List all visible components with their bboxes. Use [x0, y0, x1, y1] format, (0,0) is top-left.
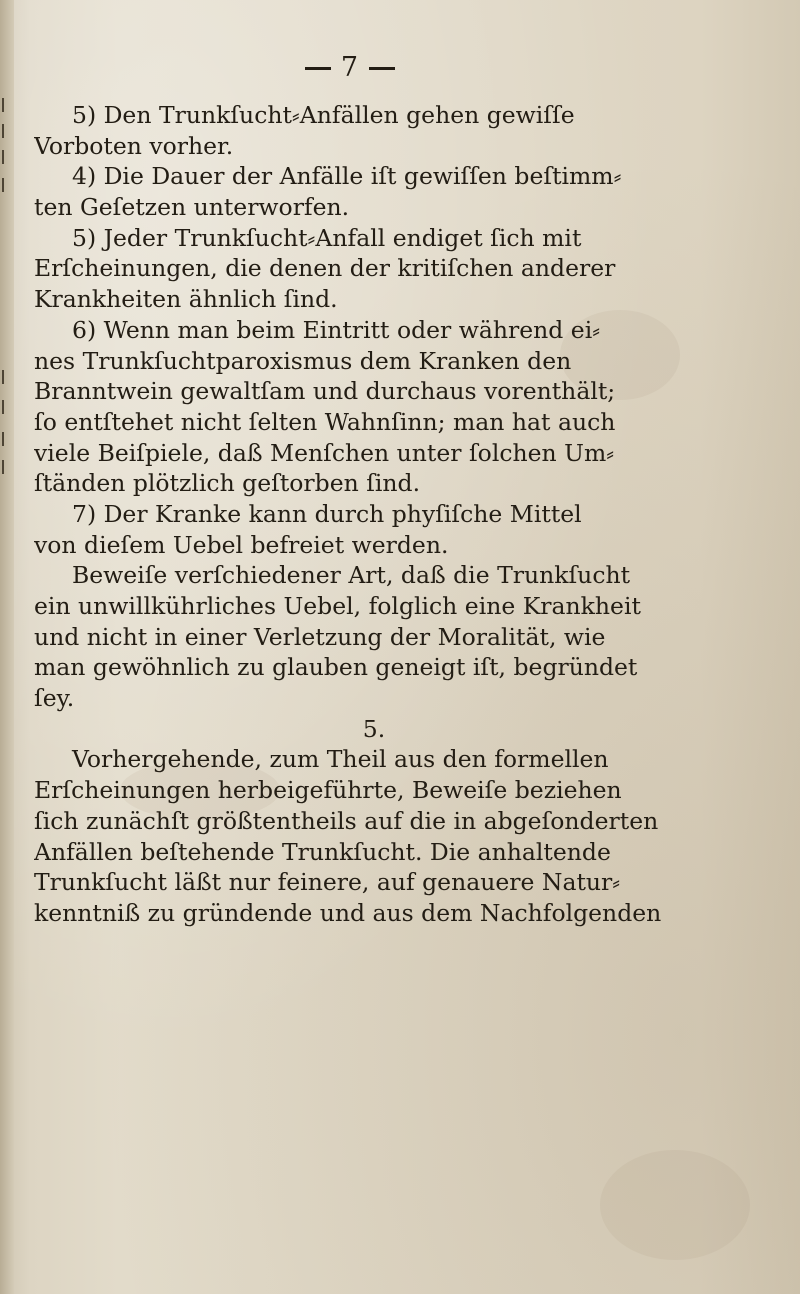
text-line: viele Beiſpiele, daß Menſchen unter ſolchen Um⸗	[34, 438, 615, 467]
binding-mark	[2, 98, 10, 112]
binding-mark	[2, 460, 10, 474]
binding-mark	[2, 400, 10, 414]
text-line: 7) Der Kranke kann durch phyſiſche Mittel	[72, 499, 582, 528]
binding-mark	[2, 432, 10, 446]
paper-stain	[600, 1150, 750, 1260]
text-line: Trunkſucht läßt nur feinere, auf genauere Natur⸗	[34, 868, 621, 897]
text-line: Krankheiten ähnlich ſind.	[34, 285, 338, 314]
text-line: ſo entſtehet nicht ſelten Wahnſinn; man hat auch	[34, 407, 616, 436]
text-line: 6) Wenn man beim Eintritt oder während ei⸗	[72, 315, 601, 344]
text-line: ten Geſetzen unterworfen.	[34, 193, 350, 222]
text-line: ſtänden plötzlich geſtorben ſind.	[34, 469, 421, 498]
text-line: und nicht in einer Verletzung der Moralität, wie	[34, 622, 606, 651]
text-line: Vorboten vorher.	[34, 131, 234, 160]
page-number-rule-left	[305, 67, 331, 70]
text-line: man gewöhnlich zu glauben geneigt iſt, begründet	[34, 653, 638, 682]
text-line: ſey.	[34, 684, 75, 713]
text-line: Vorhergehende, zum Theil aus den formellen	[72, 745, 609, 774]
text-line: 5) Jeder Trunkſucht⸗Anfall endiget ſich mit	[72, 223, 582, 252]
section-mark: 5.	[362, 714, 386, 743]
text-line: Anfällen beſtehende Trunkſucht. Die anhaltende	[34, 837, 611, 866]
text-line: ein unwillkührliches Uebel, folglich eine Krankheit	[34, 592, 641, 620]
text-line: 4) Die Dauer der Anfälle iſt gewiſſen beſtimm⸗	[72, 162, 622, 191]
binding-mark	[2, 370, 10, 384]
text-line: Erſcheinungen herbeigeführte, Beweiſe beziehen	[34, 776, 622, 805]
text-line: ſich zunächſt größtentheils auf die in abgeſonderten	[34, 806, 659, 835]
text-line: kenntniß zu gründende und aus dem Nachfolgenden	[34, 898, 662, 927]
text-line: 5) Den Trunkſucht⸗Anfällen gehen gewiſſe	[72, 101, 575, 129]
page-number-value: 7	[340, 52, 360, 83]
binding-mark	[2, 150, 10, 164]
text-line: Beweiſe verſchiedener Art, daß die Trunkſucht	[72, 561, 631, 590]
text-line: von dieſem Uebel befreiet werden.	[34, 530, 449, 559]
binding-mark	[2, 178, 10, 192]
text-line: Erſcheinungen, die denen der kritiſchen anderer	[34, 254, 616, 283]
binding-mark	[2, 124, 10, 138]
page-binding-edge	[0, 0, 14, 1294]
text-line: nes Trunkſuchtparoxismus dem Kranken den	[34, 346, 572, 375]
body-text	[34, 100, 774, 929]
text-line: Branntwein gewaltſam und durchaus vorenthält;	[34, 377, 616, 406]
page-number-rule-right	[369, 67, 395, 70]
page-number	[280, 52, 420, 83]
